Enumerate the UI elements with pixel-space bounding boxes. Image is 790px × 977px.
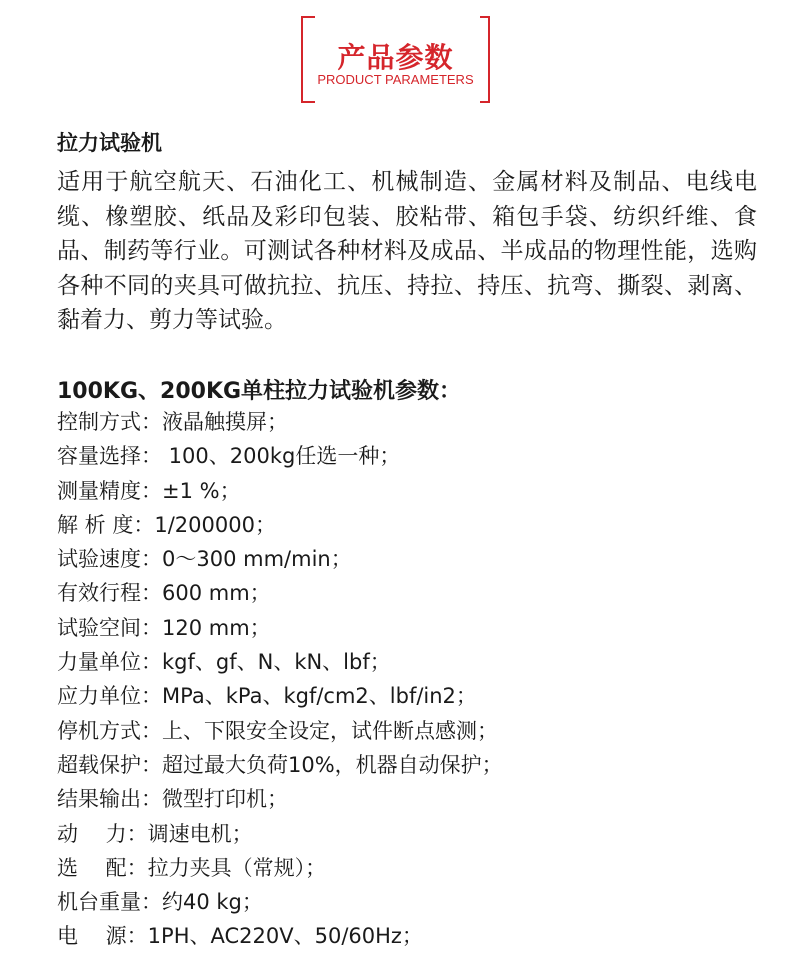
param-item: 容量选择： 100、200kg任选一种； (57, 444, 401, 469)
param-item: 测量精度：±1 %； (57, 478, 241, 503)
param-item: 控制方式：液晶触摸屏； (57, 410, 288, 434)
param-item: 有效行程：600 mm； (57, 581, 271, 606)
param-item: 机台重量：约40 kg； (57, 890, 263, 915)
param-item: 超载保护：超过最大负荷10%，机器自动保护； (57, 752, 503, 777)
product-name: 拉力试验机 (57, 131, 162, 155)
param-item: 力量单位：kgf、gf、N、kN、lbf； (57, 650, 391, 675)
param-item: 试验速度：0～300 mm/min； (57, 547, 352, 572)
product-description: 适用于航空航天、石油化工、机械制造、金属材料及制品、电线电缆、橡塑胶、纸品及彩印包装、胶粘带、箱包手袋、纺织纤维、食品、制药等行业。可测试各种材料及成品、半成品的物理性能，选购各种不同的夹具可做抗拉、抗压、持拉、持压、抗弯、撕裂、剥离、黏着力、剪力等试验。 (57, 169, 757, 333)
param-item: 试验空间：120 mm； (57, 615, 271, 640)
badge-subtitle: PRODUCT PARAMETERS (317, 72, 474, 87)
param-item: 电 源：1PH、AC220V、50/60Hz； (57, 924, 423, 949)
badge-frame-gap-bottom (315, 97, 480, 105)
params-list (57, 405, 503, 954)
section-header-badge (301, 16, 490, 103)
param-item: 选 配：拉力夹具（常规）； (57, 855, 327, 880)
param-item: 停机方式：上、下限安全设定，试件断点感测； (57, 718, 498, 743)
badge-title: 产品参数 (337, 41, 454, 74)
param-item: 动 力：调速电机； (57, 821, 253, 846)
param-item: 解 析 度：1/200000； (57, 512, 276, 537)
params-title: 100KG、200KG单柱拉力试验机参数： (57, 379, 462, 404)
param-item: 应力单位：MPa、kPa、kgf/cm2、lbf/in2； (57, 684, 477, 709)
param-item: 结果输出：微型打印机； (57, 787, 288, 812)
badge-frame-gap-top (315, 14, 480, 22)
